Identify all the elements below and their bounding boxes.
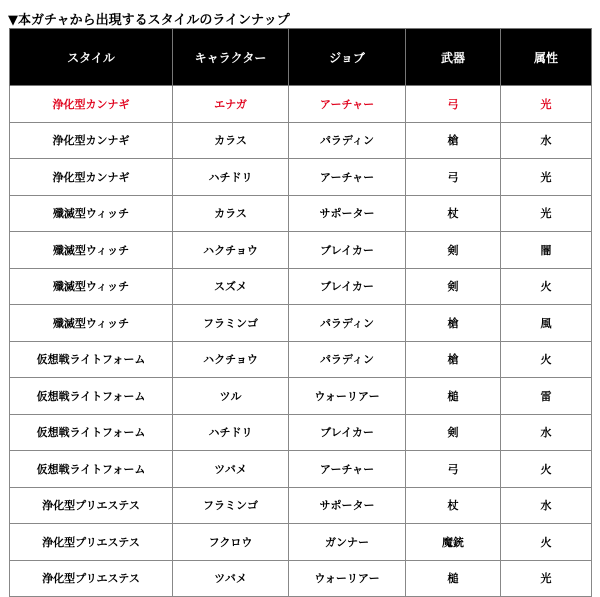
cell-style: 殲滅型ウィッチ	[10, 268, 173, 305]
lineup-table	[9, 28, 592, 597]
cell-element: 光	[501, 195, 592, 232]
cell-character: ツバメ	[173, 451, 289, 488]
cell-character: ツバメ	[173, 560, 289, 597]
cell-character: カラス	[173, 195, 289, 232]
column-header-style: スタイル	[10, 29, 173, 86]
cell-element: 火	[501, 451, 592, 488]
table-row	[10, 451, 592, 488]
cell-weapon: 弓	[406, 86, 501, 123]
cell-character: ハチドリ	[173, 159, 289, 196]
cell-weapon: 槍	[406, 305, 501, 342]
cell-style: 仮想戦ライトフォーム	[10, 378, 173, 415]
cell-job: アーチャー	[289, 86, 406, 123]
cell-element: 火	[501, 524, 592, 561]
cell-element: 水	[501, 487, 592, 524]
cell-character: ツル	[173, 378, 289, 415]
cell-job: ウォーリアー	[289, 378, 406, 415]
cell-character: ハクチョウ	[173, 341, 289, 378]
cell-character: スズメ	[173, 268, 289, 305]
column-header-weapon: 武器	[406, 29, 501, 86]
cell-job: ウォーリアー	[289, 560, 406, 597]
cell-weapon: 槌	[406, 378, 501, 415]
table-row	[10, 195, 592, 232]
cell-character: エナガ	[173, 86, 289, 123]
cell-element: 光	[501, 560, 592, 597]
cell-weapon: 杖	[406, 487, 501, 524]
lineup-heading: ▼本ガチャから出現するスタイルのラインナップ	[8, 13, 290, 28]
cell-job: パラディン	[289, 341, 406, 378]
cell-style: 浄化型プリエステス	[10, 524, 173, 561]
table-header-row	[10, 29, 592, 86]
cell-weapon: 弓	[406, 159, 501, 196]
cell-job: ブレイカー	[289, 414, 406, 451]
cell-element: 光	[501, 159, 592, 196]
cell-element: 水	[501, 122, 592, 159]
table-row	[10, 268, 592, 305]
table-row	[10, 232, 592, 269]
cell-weapon: 槌	[406, 560, 501, 597]
cell-element: 闇	[501, 232, 592, 269]
cell-style: 浄化型カンナギ	[10, 86, 173, 123]
cell-job: ガンナー	[289, 524, 406, 561]
cell-weapon: 弓	[406, 451, 501, 488]
cell-style: 浄化型プリエステス	[10, 487, 173, 524]
cell-job: パラディン	[289, 122, 406, 159]
cell-weapon: 杖	[406, 195, 501, 232]
cell-character: カラス	[173, 122, 289, 159]
cell-element: 火	[501, 341, 592, 378]
cell-style: 浄化型カンナギ	[10, 159, 173, 196]
column-header-job: ジョブ	[289, 29, 406, 86]
cell-job: ブレイカー	[289, 232, 406, 269]
table-row	[10, 341, 592, 378]
cell-job: サポーター	[289, 195, 406, 232]
cell-style: 浄化型カンナギ	[10, 122, 173, 159]
cell-character: ハチドリ	[173, 414, 289, 451]
cell-weapon: 剣	[406, 232, 501, 269]
column-header-character: キャラクター	[173, 29, 289, 86]
table-row	[10, 122, 592, 159]
cell-job: サポーター	[289, 487, 406, 524]
cell-element: 水	[501, 414, 592, 451]
cell-style: 仮想戦ライトフォーム	[10, 414, 173, 451]
cell-element: 火	[501, 268, 592, 305]
table-row	[10, 378, 592, 415]
table-row	[10, 524, 592, 561]
cell-element: 雷	[501, 378, 592, 415]
cell-job: パラディン	[289, 305, 406, 342]
cell-style: 浄化型プリエステス	[10, 560, 173, 597]
table-row	[10, 487, 592, 524]
cell-style: 殲滅型ウィッチ	[10, 305, 173, 342]
column-header-element: 属性	[501, 29, 592, 86]
cell-job: アーチャー	[289, 451, 406, 488]
cell-style: 殲滅型ウィッチ	[10, 195, 173, 232]
cell-character: ハクチョウ	[173, 232, 289, 269]
cell-character: フラミンゴ	[173, 305, 289, 342]
cell-style: 仮想戦ライトフォーム	[10, 451, 173, 488]
cell-element: 光	[501, 86, 592, 123]
cell-weapon: 槍	[406, 341, 501, 378]
cell-style: 殲滅型ウィッチ	[10, 232, 173, 269]
table-row	[10, 560, 592, 597]
cell-job: ブレイカー	[289, 268, 406, 305]
table-row	[10, 414, 592, 451]
cell-element: 風	[501, 305, 592, 342]
cell-character: フクロウ	[173, 524, 289, 561]
cell-weapon: 剣	[406, 268, 501, 305]
cell-weapon: 槍	[406, 122, 501, 159]
cell-weapon: 魔銃	[406, 524, 501, 561]
table-row	[10, 86, 592, 123]
cell-job: アーチャー	[289, 159, 406, 196]
table-row	[10, 305, 592, 342]
cell-weapon: 剣	[406, 414, 501, 451]
cell-character: フラミンゴ	[173, 487, 289, 524]
cell-style: 仮想戦ライトフォーム	[10, 341, 173, 378]
table-row	[10, 159, 592, 196]
